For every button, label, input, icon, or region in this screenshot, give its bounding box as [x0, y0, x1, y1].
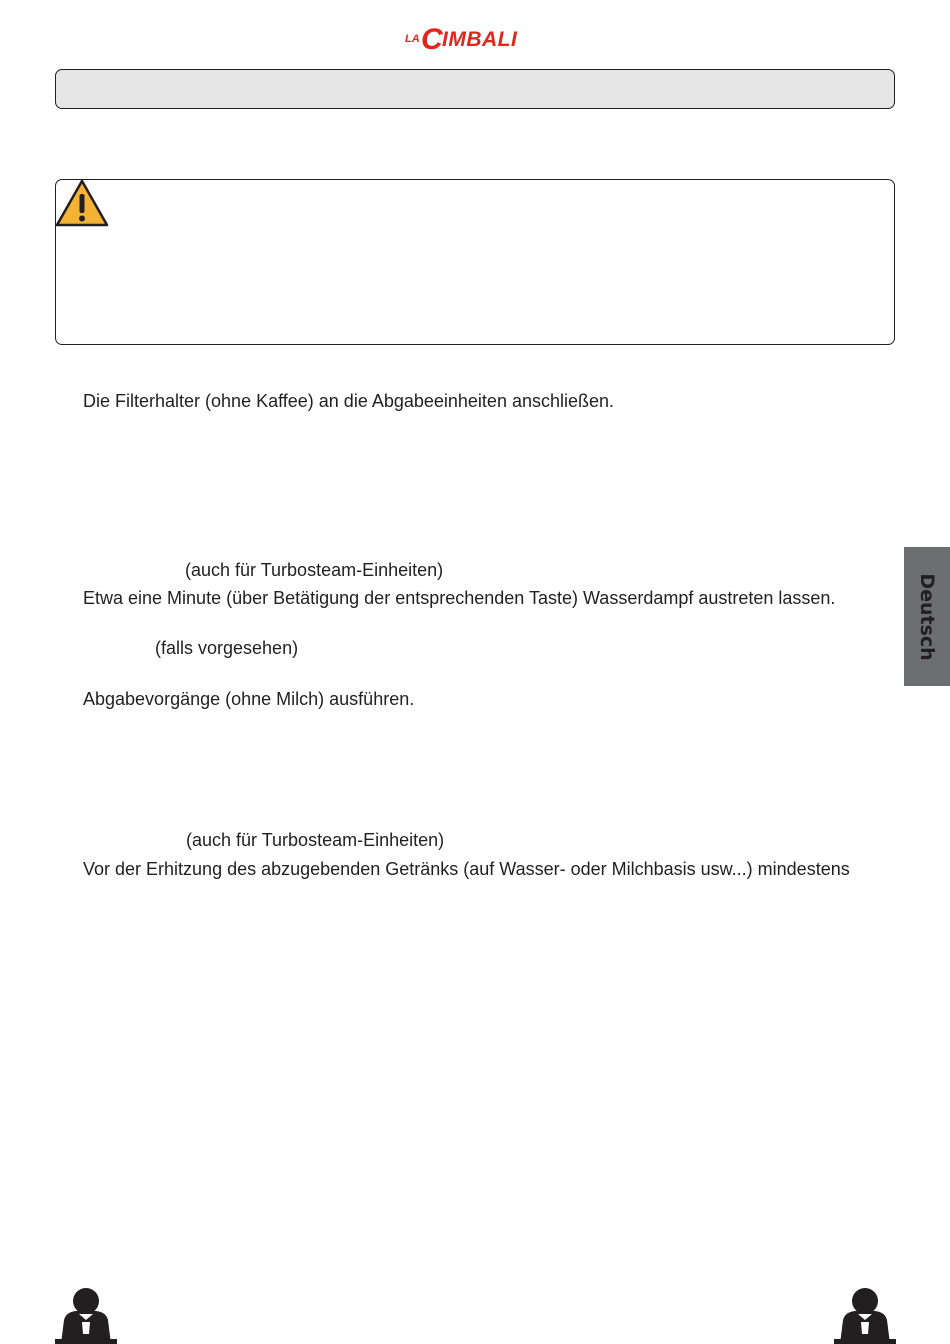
body-line-falls-vorgesehen: (falls vorgesehen) — [155, 638, 299, 658]
body-line-abgabevorgaenge: Abgabevorgänge (ohne Milch) ausführen. — [83, 689, 415, 709]
svg-text:LA: LA — [405, 33, 420, 45]
svg-text:IMBALI: IMBALI — [442, 28, 518, 51]
body-line-wasserdampf: Etwa eine Minute (über Betätigung der entsprechenden Taste) Wasserdampf austreten lassen. — [83, 588, 836, 608]
warning-triangle-icon — [54, 178, 110, 228]
waiter-icon — [53, 1284, 119, 1344]
waiter-icon — [832, 1284, 898, 1344]
body-line-turbosteam-note-2: (auch für Turbosteam-Einheiten) — [186, 830, 445, 850]
language-tab-label: Deutsch — [916, 572, 938, 661]
lacimbali-logo — [405, 22, 545, 54]
section-title-bar — [55, 69, 895, 109]
warning-box — [55, 179, 895, 345]
body-line-erhitzung: Vor der Erhitzung des abzugebenden Getränks (auf Wasser- oder Milchbasis usw...) mindestens — [83, 859, 850, 879]
language-tab — [904, 547, 950, 686]
body-line-filterhalter: Die Filterhalter (ohne Kaffee) an die Abgabeeinheiten anschließen. — [83, 391, 615, 411]
body-line-turbosteam-note-1: (auch für Turbosteam-Einheiten) — [185, 560, 444, 580]
svg-text:C: C — [421, 23, 443, 54]
